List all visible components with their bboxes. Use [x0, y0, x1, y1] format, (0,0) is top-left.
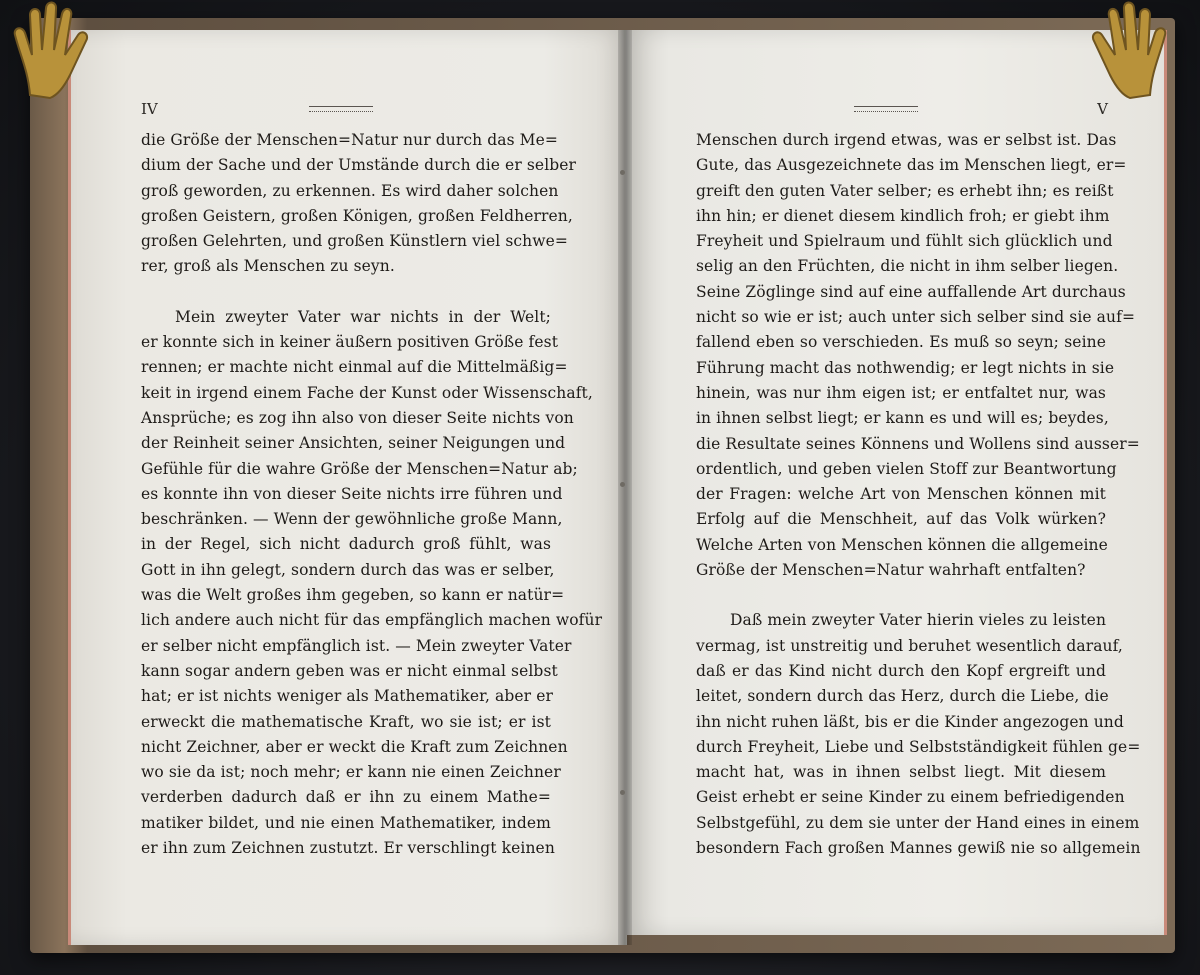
text-line: Ansprüche; es zog ihn also von dieser Seite nichts von	[141, 408, 574, 427]
text-line: Menschen durch irgend etwas, was er selbst ist. Das	[696, 131, 1117, 149]
text-line: Führung macht das nothwendig; er legt nichts in sie	[696, 358, 1115, 377]
sewing-hole	[620, 170, 625, 175]
text-line: greift den guten Vater selber; es erhebt ihn; es reißt	[696, 181, 1114, 200]
text-line: lich andere auch nicht für das empfänglich machen wofür	[141, 611, 603, 630]
text-line: vermag, ist unstreitig und beruhet wesentlich darauf,	[696, 636, 1123, 655]
text-line: was die Welt großes ihm gegeben, so kann er natür=	[141, 586, 565, 605]
text-line: Gefühle für die wahre Größe der Menschen=Natur ab;	[141, 459, 578, 478]
brass-hand-clip-icon	[10, 0, 100, 100]
text-line: durch Freyheit, Liebe und Selbstständigkeit fühlen ge=	[696, 737, 1141, 756]
header-ornament-left	[309, 106, 373, 112]
text-line: großen Geistern, großen Königen, großen Feldherren,	[141, 206, 573, 225]
text-line: Seine Zöglinge sind auf eine auffallende Art durchaus	[696, 282, 1126, 301]
page-number-right: V	[1097, 100, 1108, 118]
text-line: Gute, das Ausgezeichnete das im Menschen liegt, er=	[696, 156, 1127, 175]
text-line: beschränken. — Wenn der gewöhnliche große Mann,	[141, 510, 563, 529]
left-page	[68, 30, 627, 945]
text-line: er selber nicht empfänglich ist. — Mein zweyter Vater	[141, 636, 572, 655]
text-line: nicht Zeichner, aber er weckt die Kraft zum Zeichnen	[141, 737, 568, 756]
text-line: ihn hin; er dienet diesem kindlich froh; er giebt ihm	[696, 206, 1110, 225]
text-line: Gott in ihn gelegt, sondern durch das was er selber,	[141, 560, 555, 579]
text-line: die Resultate seines Könnens und Wollens sind ausser=	[696, 434, 1140, 453]
text-line: Selbstgefühl, zu dem sie unter der Hand eines in einem	[696, 813, 1140, 832]
left-page-text	[141, 128, 603, 886]
book-gutter	[618, 30, 632, 945]
paragraph	[141, 128, 577, 280]
text-line: die Größe der Menschen=Natur nur durch das Me=	[141, 131, 559, 149]
text-line: in der Regel, sich nicht dadurch groß fühlt, was	[141, 535, 551, 554]
text-line: er konnte sich in keiner äußern positiven Größe fest	[141, 333, 559, 352]
brass-hand-clip-icon	[1080, 0, 1170, 100]
text-line: rer, groß als Menschen zu seyn.	[141, 257, 395, 276]
text-line: daß er das Kind nicht durch den Kopf ergreift und	[696, 661, 1106, 680]
text-line: wo sie da ist; noch mehr; er kann nie einen Zeichner	[141, 763, 561, 782]
text-line: Freyheit und Spielraum und fühlt sich glücklich und	[696, 232, 1113, 251]
text-line: dium der Sache und der Umstände durch die er selber	[141, 156, 577, 175]
right-page	[626, 30, 1167, 935]
text-line: Daß mein zweyter Vater hierin vieles zu leisten	[730, 611, 1107, 630]
page-number-left: IV	[141, 100, 158, 118]
text-line: Größe der Menschen=Natur wahrhaft entfalten?	[696, 561, 1086, 580]
sewing-hole	[620, 790, 625, 795]
sewing-hole	[620, 482, 625, 487]
text-line: der Fragen: welche Art von Menschen können mit	[696, 485, 1106, 504]
text-line: in ihnen selbst liegt; er kann es und will es; beydes,	[696, 409, 1109, 428]
text-line: großen Gelehrten, und großen Künstlern viel schwe=	[141, 232, 568, 251]
text-line: Welche Arten von Menschen können die allgemeine	[696, 535, 1108, 554]
text-line: keit in irgend einem Fache der Kunst oder Wissenschaft,	[141, 383, 593, 402]
text-line: hat; er ist nichts weniger als Mathematiker, aber er	[141, 687, 553, 706]
text-line: verderben dadurch daß er ihn zu einem Mathe=	[141, 788, 551, 807]
text-line: Erfolg auf die Menschheit, auf das Volk würken?	[696, 510, 1106, 529]
text-line: rennen; er machte nicht einmal auf die Mittelmäßig=	[141, 358, 568, 377]
text-line: ihn nicht ruhen läßt, bis er die Kinder angezogen und	[696, 712, 1124, 731]
text-line: es konnte ihn von dieser Seite nichts irre führen und	[141, 484, 563, 503]
paragraph	[696, 608, 1141, 861]
text-line: er ihn zum Zeichnen zustutzt. Er verschlingt keinen	[141, 839, 555, 858]
text-line: selig an den Früchten, die nicht in ihm selber liegen.	[696, 257, 1119, 276]
text-line: kann sogar andern geben was er nicht einmal selbst	[141, 661, 558, 680]
text-line: hinein, was nur ihm eigen ist; er entfaltet nur, was	[696, 383, 1106, 402]
text-line: Mein zweyter Vater war nichts in der Welt;	[175, 307, 551, 326]
text-line: ordentlich, und geben vielen Stoff zur Beantwortung	[696, 459, 1117, 478]
text-line: matiker bildet, und nie einen Mathematiker, indem	[141, 813, 551, 832]
text-line: macht hat, was in ihnen selbst liegt. Mit diesem	[696, 763, 1106, 782]
paragraph	[696, 128, 1140, 583]
paragraph	[141, 305, 603, 862]
text-line: Geist erhebt er seine Kinder zu einem befriedigenden	[696, 788, 1125, 807]
header-ornament-right	[854, 106, 918, 112]
text-line: groß geworden, zu erkennen. Es wird daher solchen	[141, 181, 559, 200]
right-page-text	[696, 128, 1141, 886]
text-line: fallend eben so verschieden. Es muß so seyn; seine	[696, 333, 1106, 352]
text-line: erweckt die mathematische Kraft, wo sie ist; er ist	[141, 712, 551, 731]
text-line: leitet, sondern durch das Herz, durch die Liebe, die	[696, 687, 1109, 706]
text-line: besondern Fach großen Mannes gewiß nie so allgemein	[696, 839, 1141, 858]
text-line: nicht so wie er ist; auch unter sich selber sind sie auf=	[696, 308, 1136, 327]
text-line: der Reinheit seiner Ansichten, seiner Neigungen und	[141, 434, 566, 453]
